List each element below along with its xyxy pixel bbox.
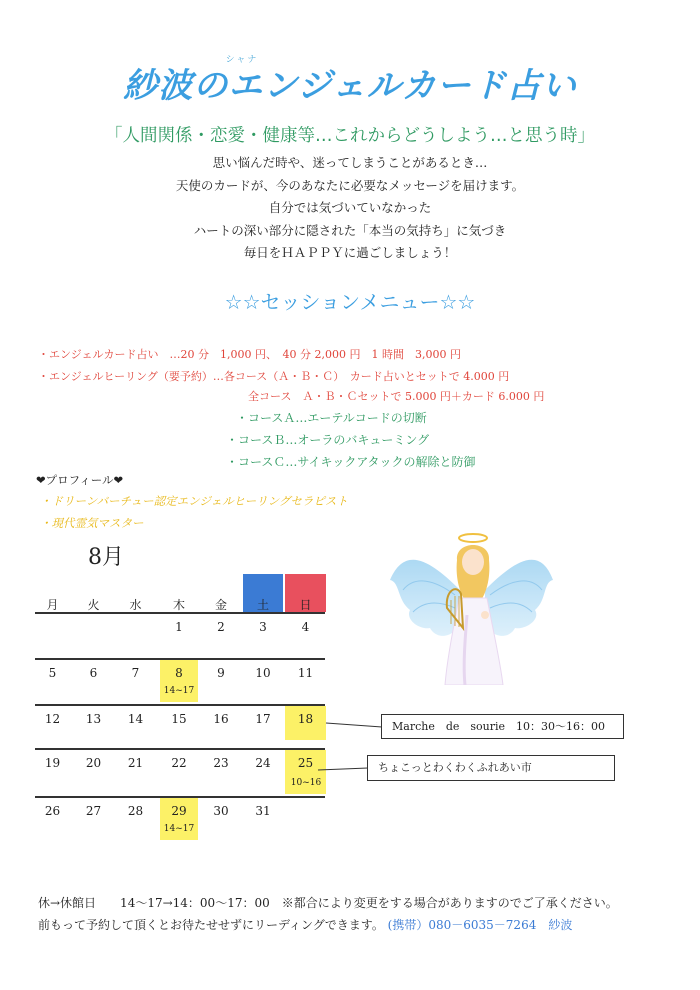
day-cell: 26 <box>44 804 61 818</box>
menu-course-a: ・コースＡ…エーテルコードの切断 <box>236 411 427 425</box>
halo <box>459 534 487 542</box>
intro-line: 思い悩んだ時や、迷ってしまうことがあるとき… <box>212 155 488 170</box>
day-cell: 23 <box>213 756 229 770</box>
event-note-marche: Marche de sourie 10：30～16：00 <box>381 714 624 739</box>
weekday-mon: 月 <box>46 598 59 612</box>
session-hours: 14~17 <box>163 686 195 696</box>
day-cell: 21 <box>127 756 144 770</box>
day-cell: 31 <box>255 804 271 818</box>
weekday-sun: 日 <box>299 598 312 612</box>
menu-healing: ・エンジェルヒーリング（要予約）…各コース（Ａ・Ｂ・Ｃ） カード占いとセットで 4.000 円 <box>38 370 510 383</box>
session-menu-title: ☆☆セッションメニュー☆☆ <box>224 290 476 314</box>
day-cell: 2 <box>217 620 225 634</box>
footer-reservation-text: 前もって予約して頂くとお待たせせずにリーディングできます。 <box>38 918 384 932</box>
calendar-line <box>35 796 325 798</box>
weekday-sat: 土 <box>256 598 269 612</box>
intro-line: 天使のカードが、今のあなたに必要なメッセージを届けます。 <box>175 177 525 193</box>
day-cell: 18 <box>297 712 314 726</box>
menu-card-reading: ・エンジェルカード占い …20 分 1,000 円、 40 分 2,000 円 1 時間 3,000 円 <box>38 348 461 361</box>
day-cell: 4 <box>301 620 310 634</box>
intro-line: 毎日をＨＡＰＰＹに過ごしましょう！ <box>243 245 457 260</box>
angel-illustration <box>385 520 555 685</box>
profile-item: ・現代霊気マスター <box>40 516 144 530</box>
day-cell: 11 <box>297 666 314 680</box>
day-cell: 15 <box>171 712 187 726</box>
day-cell: 1 <box>175 620 183 634</box>
intro-text <box>0 152 700 265</box>
day-cell: 13 <box>85 712 102 726</box>
day-cell: 20 <box>85 756 102 770</box>
day-cell: 28 <box>127 804 144 818</box>
day-cell: 12 <box>44 712 61 726</box>
day-cell: 3 <box>259 620 267 634</box>
weekday-fri: 金 <box>214 598 227 612</box>
footer-phone: (携帯）080－6035－7264 紗波 <box>387 918 573 932</box>
day-cell: 30 <box>213 804 229 818</box>
footer-note: 休→休館日 14～17→14：00～17：00 ※都合により変更をする場合がありますのでご了承ください。 <box>38 896 618 910</box>
title-ruby: シャナ <box>225 55 259 65</box>
day-cell: 6 <box>89 666 98 680</box>
day-cell: 10 <box>255 666 271 680</box>
face <box>462 549 484 575</box>
page-title: 紗波のエンジェルカード占い <box>123 66 577 106</box>
calendar-month: 8月 <box>88 545 124 570</box>
menu-all-course: 全コース Ａ・Ｂ・Ｃセットで 5.000 円＋カード 6.000 円 <box>248 390 545 403</box>
calendar-line <box>35 704 325 706</box>
menu-course-b: ・コースＢ…オーラのバキューミング <box>226 433 430 447</box>
day-cell: 19 <box>44 756 61 770</box>
session-hours: 10~16 <box>290 778 322 788</box>
weekday-tue: 火 <box>87 598 100 612</box>
day-cell: 27 <box>85 804 102 818</box>
weekday-thu: 木 <box>172 598 185 612</box>
day-cell: 17 <box>255 712 271 726</box>
day-cell: 7 <box>131 666 140 680</box>
profile-heading: ❤プロフィール❤ <box>36 473 124 487</box>
day-cell: 16 <box>213 712 229 726</box>
weekday-wed: 水 <box>129 598 142 612</box>
day-cell: 29 <box>171 804 187 818</box>
profile-item: ・ドリーンバーチュー認定エンジェルヒーリングセラピスト <box>40 494 348 508</box>
day-cell: 14 <box>127 712 144 726</box>
footer-contact <box>38 916 572 933</box>
day-cell: 25 <box>297 756 314 770</box>
day-cell: 22 <box>171 756 187 770</box>
intro-line: ハートの深い部分に隠された「本当の気持ち」に気づき <box>193 222 507 238</box>
menu-course-c: ・コースＣ…サイキックアタックの解除と防御 <box>226 455 476 469</box>
connector-line-18 <box>326 723 382 727</box>
intro-line: 自分では気づいていなかった <box>268 200 432 215</box>
day-cell: 24 <box>255 756 271 770</box>
calendar-line <box>35 748 325 750</box>
right-wing <box>485 560 553 636</box>
session-hours: 14~17 <box>163 824 195 834</box>
event-note-fureai: ちょこっとわくわくふれあい市 <box>367 755 615 781</box>
day-cell: 8 <box>175 666 183 680</box>
calendar-line <box>35 658 325 660</box>
subtitle: 「人間関係・恋愛・健康等…これからどうしよう…と思う時」 <box>105 126 595 146</box>
left-wing <box>390 560 460 636</box>
hand <box>481 611 489 619</box>
day-cell: 5 <box>48 666 57 680</box>
day-cell: 9 <box>217 666 225 680</box>
